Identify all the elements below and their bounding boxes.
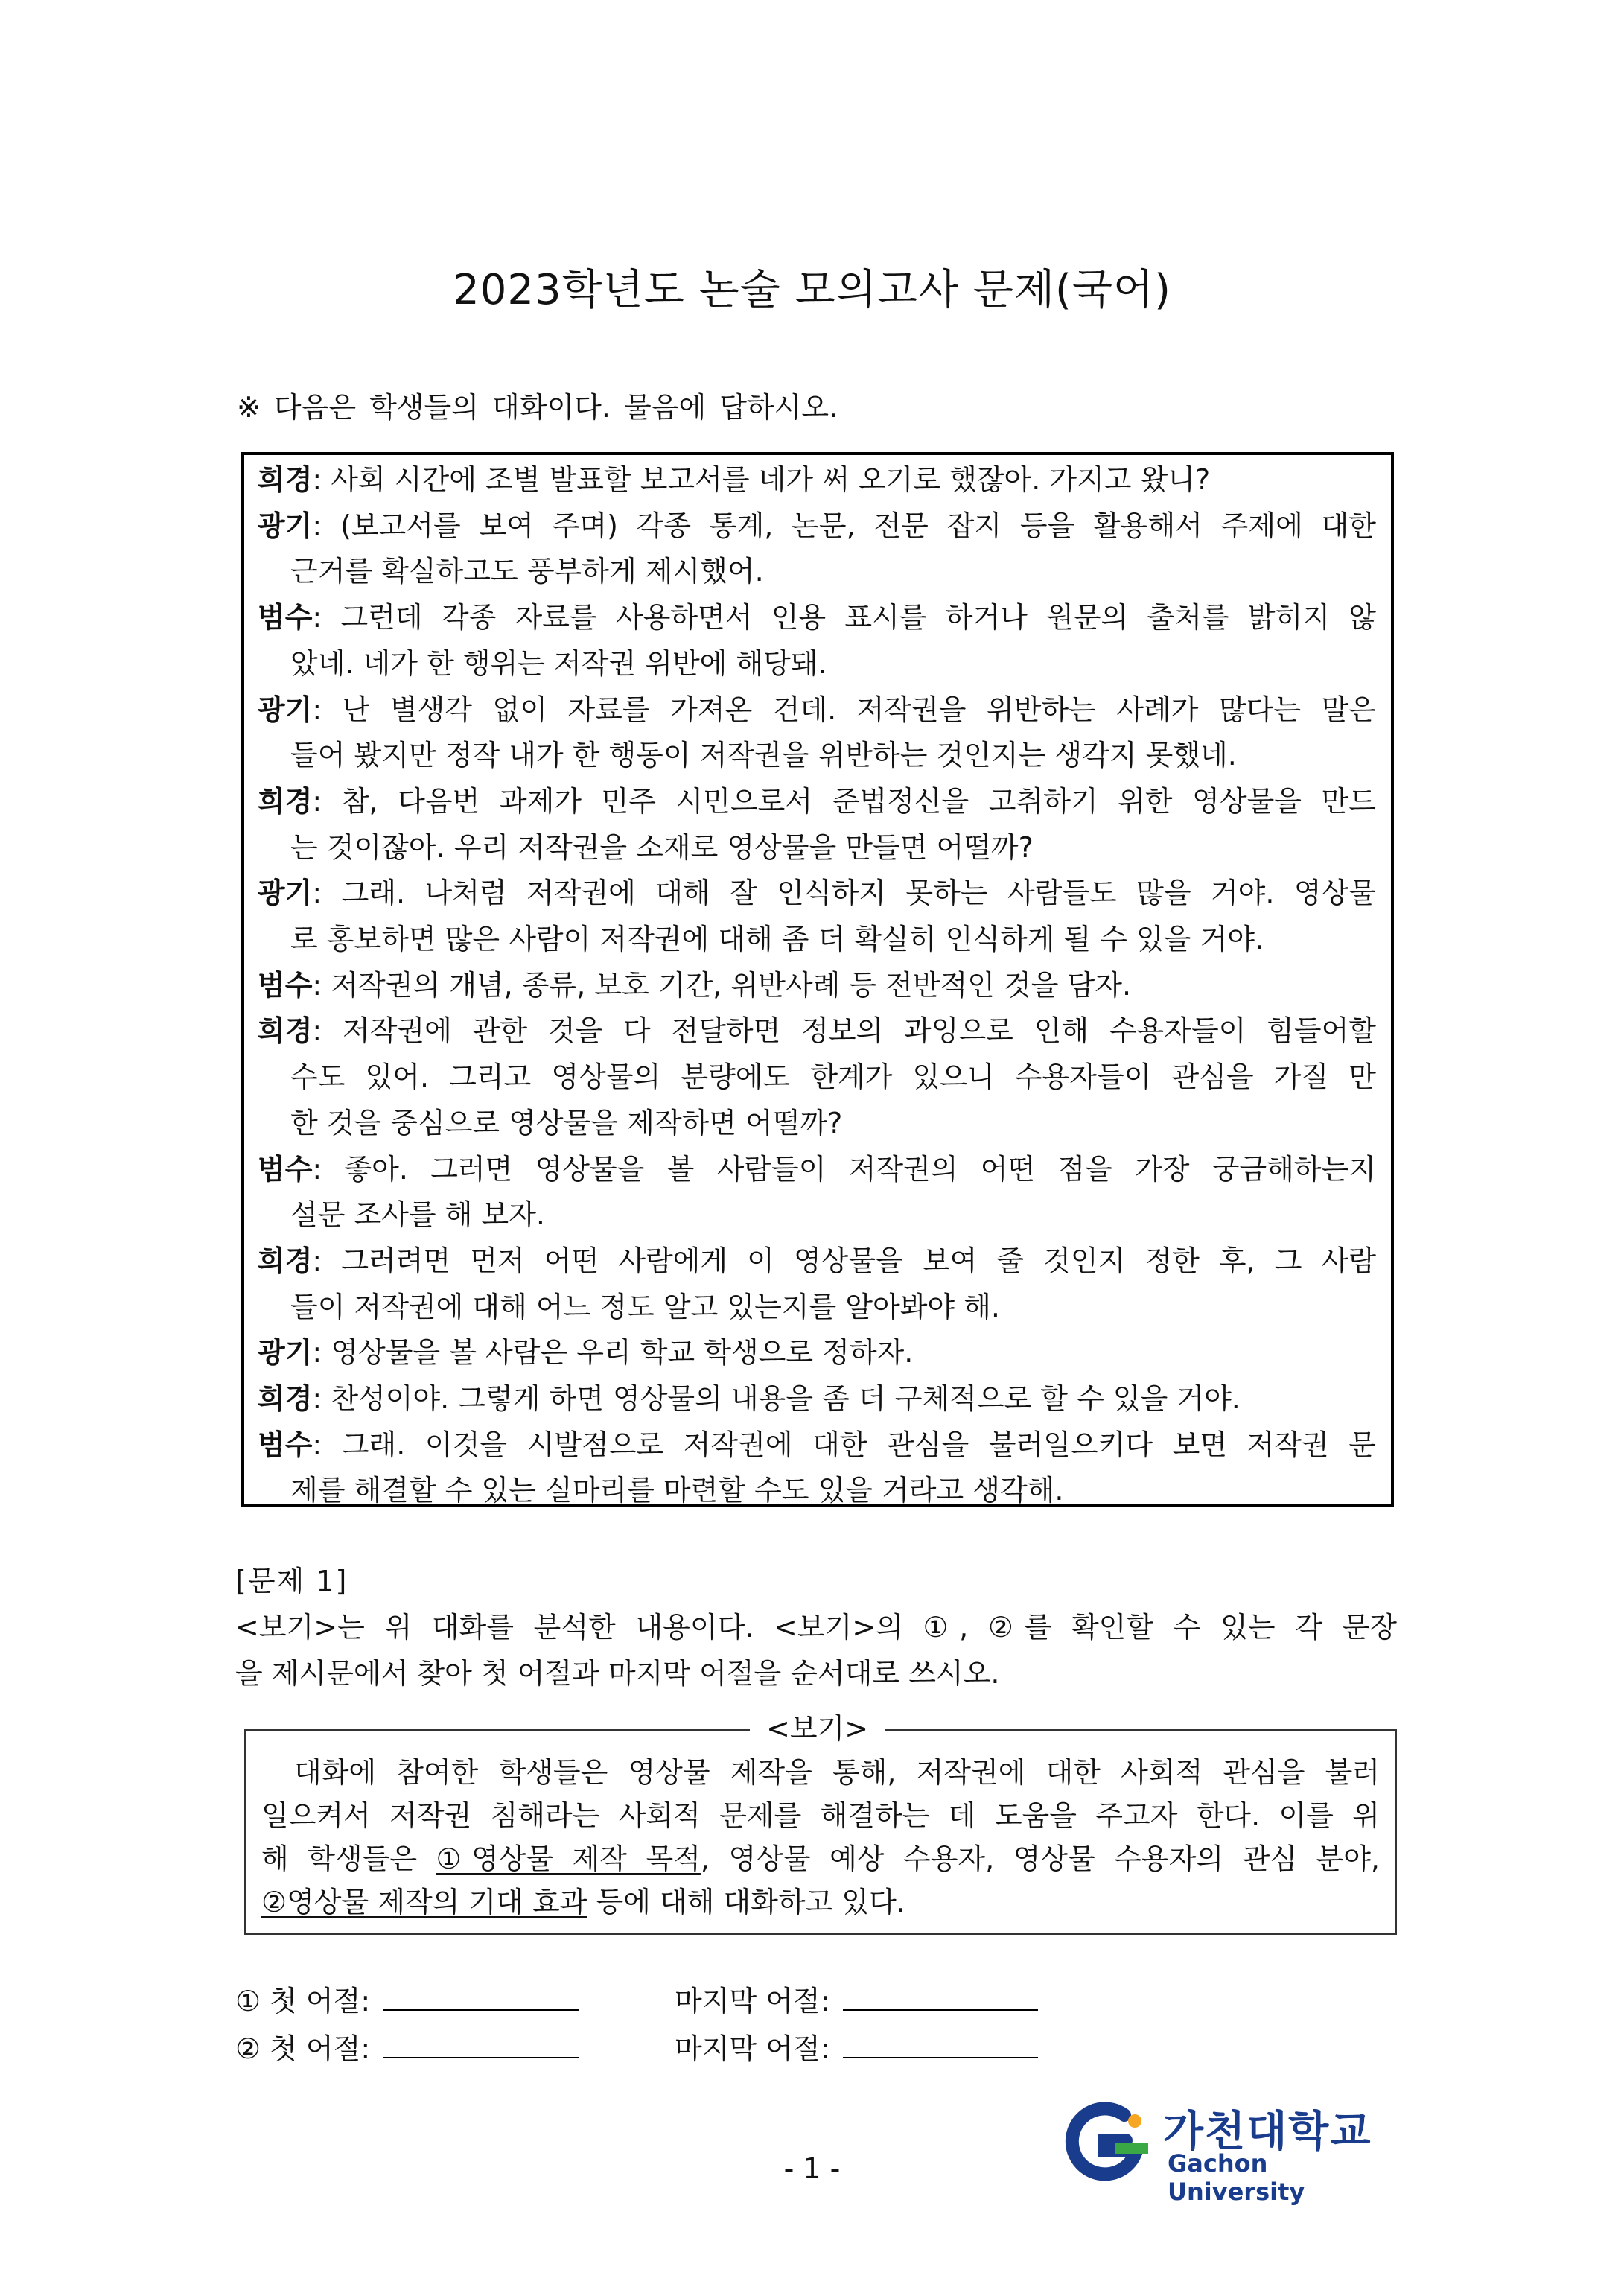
dialogue-line xyxy=(290,732,1376,778)
bogi-line xyxy=(261,1880,1380,1924)
dialogue-text: 영상물을 볼 사람은 우리 학교 학생으로 정하자. xyxy=(331,1336,914,1369)
dialogue-text: 들어 봤지만 정작 내가 한 행동이 저작권을 위반하는 것인지는 생각지 못했네. xyxy=(290,739,1237,772)
bogi-line xyxy=(261,1837,1380,1880)
answer-first-label: ② 첫 어절: xyxy=(235,2032,371,2065)
logo-english-name: Gachon University xyxy=(1168,2149,1305,2206)
dialogue-line xyxy=(290,1100,1376,1146)
speaker-name: 희경 xyxy=(258,1382,313,1415)
speaker-name: 희경 xyxy=(258,1014,313,1047)
answer-first-blank[interactable] xyxy=(383,1977,579,2011)
dialogue-line: 희경: 찬성이야. 그렇게 하면 영상물의 내용을 좀 더 구체적으로 할 수 있을 거야. xyxy=(258,1382,1241,1415)
bogi-line: 대화에 참여한 학생들은 영상물 제작을 통해, 저작권에 대한 사회적 관심을 불러 xyxy=(294,1756,1380,1789)
dialogue-text: 설문 조사를 해 보자. xyxy=(290,1198,545,1231)
answer-last-label: 마지막 어절: xyxy=(675,1985,830,2017)
bogi-box xyxy=(244,1712,1397,1935)
dialogue-line xyxy=(290,640,1376,687)
instruction-text: ※ 다음은 학생들의 대화이다. 물음에 답하시오. xyxy=(237,391,838,424)
speaker-name: 광기 xyxy=(258,693,313,726)
bogi-text: 등에 대해 대화하고 있다. xyxy=(587,1886,905,1918)
dialogue-text: 그래. 이것을 시발점으로 저작권에 대한 관심을 불러일으키다 보면 저작권 문 xyxy=(341,1428,1376,1461)
speaker-name: 범수 xyxy=(258,969,313,1002)
speaker-name: 광기 xyxy=(258,509,313,542)
dialogue-text: 들이 저작권에 대해 어느 정도 알고 있는지를 알아봐야 해. xyxy=(290,1291,1000,1323)
dialogue-text: 는 것이잖아. 우리 저작권을 소재로 영상물을 만들면 어떨까? xyxy=(290,831,1034,864)
dialogue-text: 난 별생각 없이 자료를 가져온 건데. 저작권을 위반하는 사례가 많다는 말은 xyxy=(342,693,1376,726)
dialogue-text: 참, 다음번 과제가 민주 시민으로서 준법정신을 고취하기 위한 영상물을 만드 xyxy=(341,785,1376,818)
dialogue-text: 그러려면 먼저 어떤 사람에게 이 영상물을 보여 줄 것인지 정한 후, 그 사람 xyxy=(341,1244,1376,1277)
dialogue-text: (보고서를 보여 주며) 각종 통계, 논문, 전문 잡지 등을 활용해서 주제에 대한 xyxy=(340,509,1376,542)
speaker-name: 희경 xyxy=(258,785,313,818)
answer-first-label: ① 첫 어절: xyxy=(235,1985,371,2017)
dialogue-line xyxy=(290,916,1376,962)
dialogue-line: 범수: 저작권의 개념, 종류, 보호 기간, 위반사례 등 전반적인 것을 담자. xyxy=(258,969,1132,1002)
dialogue-text: 그런데 각종 자료를 사용하면서 인용 표시를 하거나 원문의 출처를 밝히지 않 xyxy=(340,601,1376,634)
dialogue-line: 범수: 좋아. 그러면 영상물을 볼 사람들이 저작권의 어떤 점을 가장 궁금해하는지 xyxy=(258,1153,1376,1186)
speaker-name: 광기 xyxy=(258,1336,313,1369)
speaker-name: 범수 xyxy=(258,1428,313,1461)
dialogue-box xyxy=(241,452,1394,1507)
dialogue-line xyxy=(290,548,1376,594)
problem-question-line: 을 제시문에서 찾아 첫 어절과 마지막 어절을 순서대로 쓰시오. xyxy=(235,1657,1000,1690)
bogi-title: <보기> xyxy=(750,1708,885,1749)
answer-last-label: 마지막 어절: xyxy=(675,2032,830,2065)
dialogue-line xyxy=(290,824,1376,871)
speaker-name: 광기 xyxy=(258,877,313,909)
answer-row-1 xyxy=(235,1977,830,2023)
page-title: 2023학년도 논술 모의고사 문제(국어) xyxy=(453,266,1171,314)
speaker-name: 범수 xyxy=(258,1153,313,1186)
answer-last-blank[interactable] xyxy=(843,1977,1038,2011)
dialogue-text: 수도 있어. 그리고 영상물의 분량에도 한계가 있으니 수용자들이 관심을 가질 만 xyxy=(290,1060,1376,1093)
dialogue-text: 사회 시간에 조별 발표할 보고서를 네가 써 오기로 했잖아. 가지고 왔니? xyxy=(331,463,1211,496)
dialogue-line: 광기: (보고서를 보여 주며) 각종 통계, 논문, 전문 잡지 등을 활용해서 주제에 대한 xyxy=(258,509,1376,542)
dialogue-text: 찬성이야. 그렇게 하면 영상물의 내용을 좀 더 구체적으로 할 수 있을 거야. xyxy=(331,1382,1241,1415)
logo-korean-name: 가천대학교 xyxy=(1163,2108,1372,2156)
dialogue-text: 았네. 네가 한 행위는 저작권 위반에 해당돼. xyxy=(290,647,827,680)
bogi-underlined-effect: ②영상물 제작의 기대 효과 xyxy=(261,1886,587,1918)
dialogue-text: 근거를 확실하고도 풍부하게 제시했어. xyxy=(290,555,764,588)
dialogue-text: 좋아. 그러면 영상물을 볼 사람들이 저작권의 어떤 점을 가장 궁금해하는지 xyxy=(344,1153,1376,1186)
dialogue-line: 희경: 그러려면 먼저 어떤 사람에게 이 영상물을 보여 줄 것인지 정한 후, 그 사람 xyxy=(258,1244,1376,1277)
problem-label: [문제 1] xyxy=(235,1565,348,1597)
answer-last-blank[interactable] xyxy=(843,2024,1038,2058)
speaker-name: 범수 xyxy=(258,601,313,634)
dialogue-text: 저작권에 관한 것을 다 전달하면 정보의 과잉으로 인해 수용자들이 힘들어할 xyxy=(343,1014,1376,1047)
dialogue-line xyxy=(290,1192,1376,1238)
dialogue-line xyxy=(290,1284,1376,1330)
dialogue-text: 한 것을 중심으로 영상물을 제작하면 어떨까? xyxy=(290,1107,843,1139)
answer-first-blank[interactable] xyxy=(383,2024,579,2058)
dialogue-line: 광기: 그래. 나처럼 저작권에 대해 잘 인식하지 못하는 사람들도 많을 거야. 영상물 xyxy=(258,877,1376,909)
dialogue-line: 희경: 참, 다음번 과제가 민주 시민으로서 준법정신을 고취하기 위한 영상물을 만드 xyxy=(258,785,1376,818)
answer-row-2 xyxy=(235,2024,830,2071)
dialogue-line: 광기: 영상물을 볼 사람은 우리 학교 학생으로 정하자. xyxy=(258,1336,914,1369)
dialogue-text: 저작권의 개념, 종류, 보호 기간, 위반사례 등 전반적인 것을 담자. xyxy=(331,969,1132,1002)
dialogue-text: 제를 해결할 수 있는 실마리를 마련할 수도 있을 거라고 생각해. xyxy=(290,1474,1064,1507)
dialogue-line: 범수: 그래. 이것을 시발점으로 저작권에 대한 관심을 불러일으키다 보면 저작권 문 xyxy=(258,1428,1376,1461)
bogi-text: , 영상물 예상 수용자, 영상물 수용자의 관심 분야, xyxy=(700,1842,1381,1875)
speaker-name: 희경 xyxy=(258,1244,313,1277)
bogi-line: 일으켜서 저작권 침해라는 사회적 문제를 해결하는 데 도움을 주고자 한다. 이를 위 xyxy=(261,1799,1380,1832)
page-number: - 1 - xyxy=(783,2152,841,2185)
dialogue-line: 희경: 사회 시간에 조별 발표할 보고서를 네가 써 오기로 했잖아. 가지고 왔니? xyxy=(258,463,1211,496)
speaker-name: 희경 xyxy=(258,463,313,496)
dialogue-text: 그래. 나처럼 저작권에 대해 잘 인식하지 못하는 사람들도 많을 거야. 영상물 xyxy=(341,877,1376,909)
bogi-text: 해 학생들은 xyxy=(261,1842,436,1875)
dialogue-line: 범수: 그런데 각종 자료를 사용하면서 인용 표시를 하거나 원문의 출처를 밝히지 않 xyxy=(258,601,1376,634)
problem-question-line: <보기>는 위 대화를 분석한 내용이다. <보기>의 ①, ②를 확인할 수 있는 각 문장 xyxy=(235,1611,1397,1644)
dialogue-text: 로 홍보하면 많은 사람이 저작권에 대해 좀 더 확실히 인식하게 될 수 있을 거야. xyxy=(290,923,1264,955)
dialogue-line: 희경: 저작권에 관한 것을 다 전달하면 정보의 과잉으로 인해 수용자들이 힘들어할 xyxy=(258,1014,1376,1047)
dialogue-line xyxy=(290,1054,1376,1100)
bogi-underlined-purpose: ①영상물 제작 목적 xyxy=(436,1842,701,1875)
dialogue-line: 광기: 난 별생각 없이 자료를 가져온 건데. 저작권을 위반하는 사례가 많다는 말은 xyxy=(258,693,1376,726)
dialogue-line xyxy=(290,1467,1376,1513)
